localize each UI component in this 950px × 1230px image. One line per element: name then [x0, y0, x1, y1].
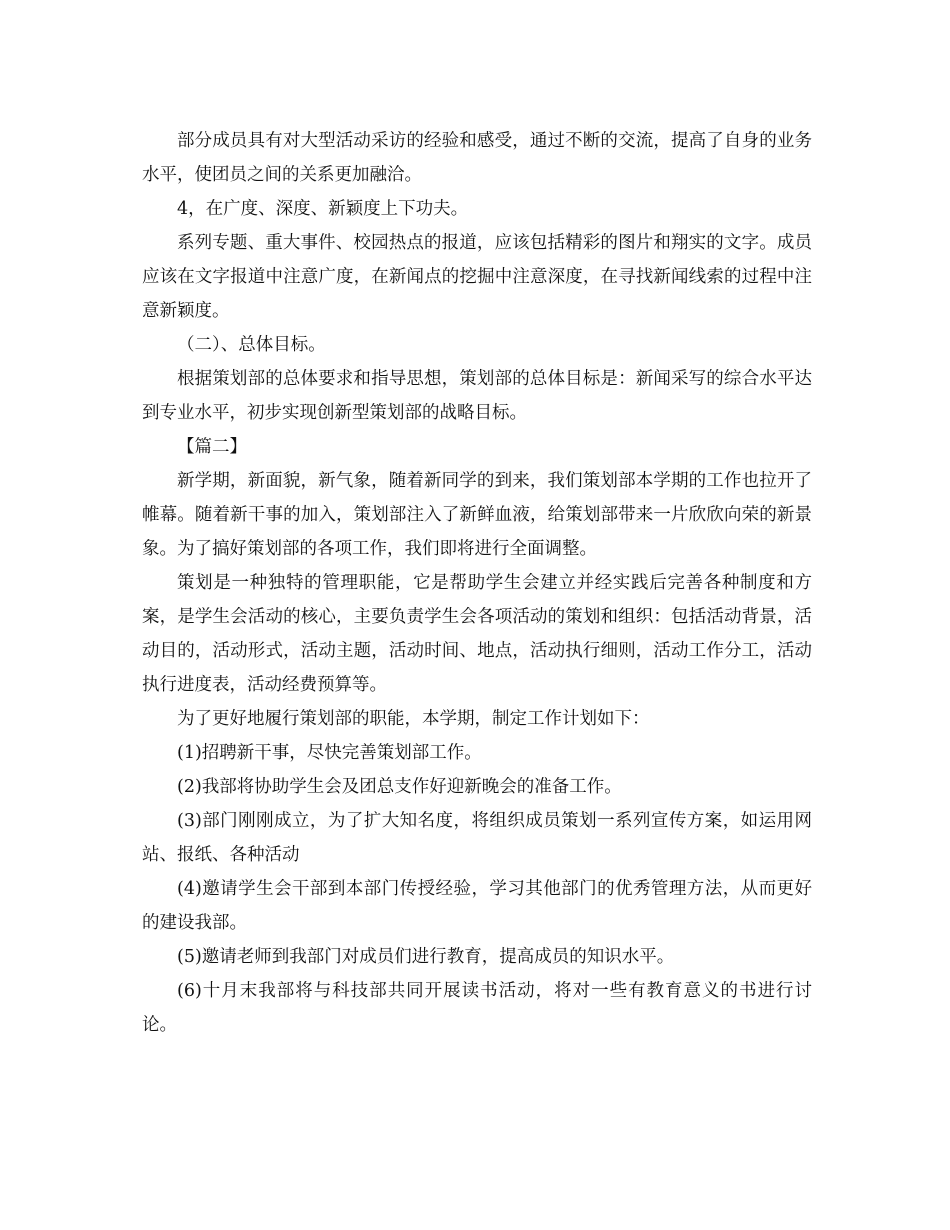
list-item-1: (1)招聘新干事，尽快完善策划部工作。 — [177, 743, 482, 763]
section-heading-part-two: 【篇二】 — [177, 437, 247, 457]
list-item-6: (6)十月末我部将与科技部共同开展读书活动，将对一些有教育意义的书进行讨论。 — [142, 981, 812, 1035]
paragraph-new-semester: 新学期，新面貌，新气象，随着新同学的到来，我们策划部本学期的工作也拉开了帷幕。随着新干事的加入，策划部注入了新鲜血液，给策划部带来一片欣欣向荣的新景象。为了搞好策划部的各项工作，我们即将进行全面调整。 — [142, 471, 812, 559]
paragraph-plan-intro: 为了更好地履行策划部的职能，本学期，制定工作计划如下： — [177, 709, 650, 729]
document-body — [142, 124, 812, 1042]
section-heading-overall-goal: （二）、总体目标。 — [177, 335, 326, 355]
paragraph-point-4: 4，在广度、深度、新颖度上下功夫。 — [177, 199, 469, 219]
list-item-2: (2)我部将协助学生会及团总支作好迎新晚会的准备工作。 — [177, 777, 622, 797]
list-item-4: (4)邀请学生会干部到本部门传授经验，学习其他部门的优秀管理方法，从而更好的建设我部。 — [142, 879, 812, 933]
paragraph-planning-definition: 策划是一种独特的管理职能，它是帮助学生会建立并经实践后完善各种制度和方案，是学生会活动的核心，主要负责学生会各项活动的策划和组织：包括活动背景，活动目的，活动形式，活动主题，活动时间、地点，活动执行细则，活动工作分工，活动执行进度表，活动经费预算等。 — [142, 573, 812, 695]
list-item-5: (5)邀请老师到我部门对成员们进行教育，提高成员的知识水平。 — [177, 947, 675, 967]
paragraph-reporting: 系列专题、重大事件、校园热点的报道，应该包括精彩的图片和翔实的文字。成员应该在文字报道中注意广度，在新闻点的挖掘中注意深度，在寻找新闻线索的过程中注意新颖度。 — [142, 233, 812, 321]
paragraph-members-experience: 部分成员具有对大型活动采访的经验和感受，通过不断的交流，提高了自身的业务水平，使团员之间的关系更加融洽。 — [142, 131, 812, 185]
paragraph-overall-goal: 根据策划部的总体要求和指导思想，策划部的总体目标是：新闻采写的综合水平达到专业水平，初步实现创新型策划部的战略目标。 — [142, 369, 812, 423]
list-item-3: (3)部门刚刚成立，为了扩大知名度，将组织成员策划一系列宣传方案，如运用网站、报纸、各种活动 — [142, 811, 812, 865]
